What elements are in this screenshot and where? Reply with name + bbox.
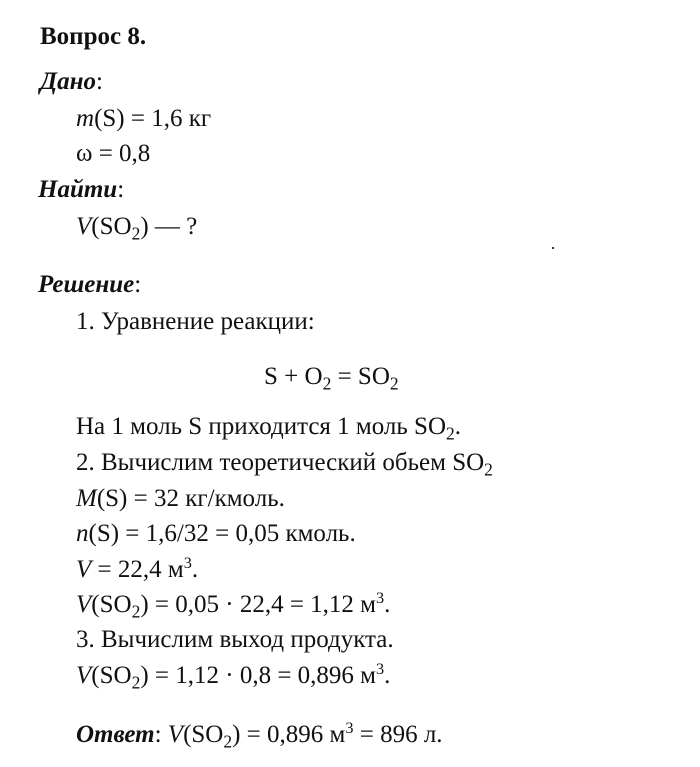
step-1-text: 1. Уравнение реакции: xyxy=(76,308,315,335)
theoretical-volume xyxy=(76,590,390,620)
theo-sup: 3 xyxy=(376,589,385,608)
theo-var: V xyxy=(76,591,92,618)
prac-end: . xyxy=(384,662,391,689)
stray-dot xyxy=(552,247,554,249)
reaction-equation xyxy=(264,362,399,392)
molar-volume-var: V xyxy=(76,556,92,583)
given-heading-text: Дано xyxy=(40,68,96,95)
moles xyxy=(76,519,356,549)
moles-value: (S) = 1,6/32 = 0,05 кмоль. xyxy=(88,520,356,547)
ratio-text: На 1 моль S приходится 1 моль SO xyxy=(76,413,447,440)
find-close: ) — ? xyxy=(140,213,198,240)
answer-var: V xyxy=(167,721,184,748)
find-heading-text: Найти xyxy=(38,176,118,203)
question-title xyxy=(40,22,146,52)
given-mass xyxy=(76,104,211,134)
ratio-sub: 2 xyxy=(446,423,455,444)
question-title-text: Вопрос 8. xyxy=(40,23,147,50)
step-3-text: 3. Вычислим выход продукта. xyxy=(76,626,394,653)
molar-volume xyxy=(76,555,198,585)
ratio-end: . xyxy=(454,413,462,440)
answer-open: (SO xyxy=(183,721,224,748)
find-heading xyxy=(38,175,124,205)
theo-end: . xyxy=(384,591,391,618)
find-colon: : xyxy=(117,176,125,203)
step-2-text: 2. Вычислим теоретический обьем SO xyxy=(76,449,485,476)
eq-sub1: 2 xyxy=(322,373,332,394)
find-var: V xyxy=(76,213,92,240)
step-1 xyxy=(76,307,315,337)
prac-sup: 3 xyxy=(376,660,385,679)
find-open: (SO xyxy=(91,213,132,240)
mass-var: m xyxy=(76,105,95,132)
step-3 xyxy=(76,625,394,655)
mass-value: (S) = 1,6 кг xyxy=(94,105,212,132)
prac-open: (SO xyxy=(91,662,132,689)
molar-mass-value: (S) = 32 кг/кмоль. xyxy=(96,485,285,512)
step-2 xyxy=(76,448,493,478)
molar-mass-var: M xyxy=(76,485,97,512)
eq-part2: = SO xyxy=(331,363,390,390)
answer-heading: Ответ xyxy=(76,721,155,748)
moles-var: n xyxy=(76,520,89,547)
molar-volume-value: = 22,4 м xyxy=(91,556,184,583)
given-colon: : xyxy=(95,68,103,95)
answer xyxy=(76,720,443,750)
answer-sup: 3 xyxy=(345,719,354,738)
molar-volume-sup: 3 xyxy=(183,554,192,573)
eq-sub2: 2 xyxy=(389,373,399,394)
find-sub: 2 xyxy=(131,223,141,244)
molar-mass xyxy=(76,484,285,514)
prac-var: V xyxy=(76,662,92,689)
mole-ratio xyxy=(76,412,461,442)
yield-value: ω = 0,8 xyxy=(76,140,151,167)
theo-value: ) = 0,05 · 22,4 = 1,12 м xyxy=(140,591,376,618)
practical-volume xyxy=(76,661,390,691)
solution-heading-text: Решение xyxy=(38,271,135,298)
answer-value: ) = 0,896 м xyxy=(232,721,346,748)
find-item xyxy=(76,212,197,242)
prac-value: ) = 1,12 · 0,8 = 0,896 м xyxy=(140,662,376,689)
eq-part1: S + O xyxy=(264,363,323,390)
answer-colon: : xyxy=(154,721,168,748)
molar-volume-end: . xyxy=(191,556,199,583)
solution-colon: : xyxy=(134,271,142,298)
prac-sub: 2 xyxy=(131,672,141,693)
theo-sub: 2 xyxy=(131,601,141,622)
solution-heading xyxy=(38,270,141,300)
given-heading xyxy=(40,67,103,97)
theo-open: (SO xyxy=(91,591,132,618)
given-yield xyxy=(76,139,150,169)
step-2-sub: 2 xyxy=(484,459,493,480)
answer-sub: 2 xyxy=(223,731,233,752)
answer-end: = 896 л. xyxy=(353,721,443,748)
